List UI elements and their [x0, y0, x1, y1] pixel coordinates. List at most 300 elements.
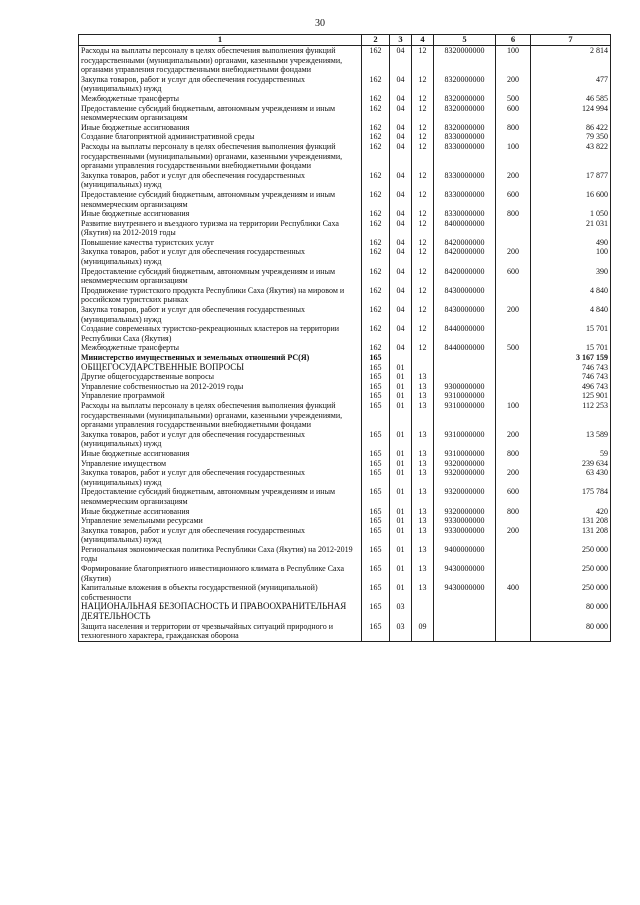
row-section: 04 — [390, 305, 412, 324]
row-expense-type — [496, 391, 531, 401]
table-header-row — [79, 35, 611, 46]
row-ministry-code: 162 — [362, 238, 390, 248]
table-row — [79, 132, 611, 142]
row-subsection — [412, 353, 434, 363]
row-name: Закупка товаров, работ и услуг для обеспечения государственных (муниципальных) нужд — [79, 305, 362, 324]
row-subsection: 12 — [412, 132, 434, 142]
row-name: ОБЩЕГОСУДАРСТВЕННЫЕ ВОПРОСЫ — [79, 363, 362, 373]
row-name: Закупка товаров, работ и услуг для обеспечения государственных (муниципальных) нужд — [79, 468, 362, 487]
row-target-article: 8330000000 — [434, 171, 496, 190]
row-amount: 59 — [531, 449, 611, 459]
row-amount: 420 — [531, 507, 611, 517]
row-name: Предоставление субсидий бюджетным, автономным учреждениям и иным некоммерческим организациям — [79, 190, 362, 209]
header-col-2: 2 — [362, 35, 390, 46]
row-amount: 16 600 — [531, 190, 611, 209]
row-expense-type — [496, 622, 531, 642]
row-subsection: 13 — [412, 583, 434, 602]
table-row — [79, 391, 611, 401]
row-expense-type: 100 — [496, 401, 531, 430]
row-subsection: 13 — [412, 507, 434, 517]
row-section: 01 — [390, 449, 412, 459]
row-expense-type: 200 — [496, 526, 531, 545]
row-amount: 112 253 — [531, 401, 611, 430]
row-target-article: 9320000000 — [434, 468, 496, 487]
row-amount: 250 000 — [531, 545, 611, 564]
row-subsection: 12 — [412, 46, 434, 75]
row-target-article: 9430000000 — [434, 583, 496, 602]
row-target-article — [434, 372, 496, 382]
row-name: Закупка товаров, работ и услуг для обеспечения государственных (муниципальных) нужд — [79, 430, 362, 449]
row-subsection: 09 — [412, 622, 434, 642]
row-expense-type — [496, 372, 531, 382]
row-subsection: 13 — [412, 516, 434, 526]
row-subsection: 12 — [412, 238, 434, 248]
table-row — [79, 382, 611, 392]
row-target-article — [434, 602, 496, 621]
row-section: 04 — [390, 46, 412, 75]
row-subsection: 12 — [412, 123, 434, 133]
row-amount: 175 784 — [531, 487, 611, 506]
row-amount: 15 701 — [531, 343, 611, 353]
row-amount: 3 167 159 — [531, 353, 611, 363]
row-ministry-code: 165 — [362, 564, 390, 583]
row-expense-type — [496, 363, 531, 373]
row-expense-type: 200 — [496, 305, 531, 324]
row-ministry-code: 162 — [362, 305, 390, 324]
table-row — [79, 171, 611, 190]
row-subsection: 13 — [412, 430, 434, 449]
table-row — [79, 459, 611, 469]
row-expense-type — [496, 132, 531, 142]
row-expense-type: 600 — [496, 267, 531, 286]
row-section: 01 — [390, 468, 412, 487]
table-row — [79, 372, 611, 382]
row-target-article: 8320000000 — [434, 46, 496, 75]
row-amount: 80 000 — [531, 622, 611, 642]
row-name: Иные бюджетные ассигнования — [79, 507, 362, 517]
row-expense-type: 200 — [496, 171, 531, 190]
header-col-3: 3 — [390, 35, 412, 46]
row-target-article: 9400000000 — [434, 545, 496, 564]
row-ministry-code: 162 — [362, 324, 390, 343]
row-name: Повышение качества туристских услуг — [79, 238, 362, 248]
row-expense-type — [496, 353, 531, 363]
row-expense-type: 200 — [496, 247, 531, 266]
row-name: Создание современных туристско-рекреационных кластеров на территории Республики Саха (Якутия) — [79, 324, 362, 343]
row-amount: 2 814 — [531, 46, 611, 75]
row-ministry-code: 165 — [362, 382, 390, 392]
row-name: Создание благоприятной административной среды — [79, 132, 362, 142]
row-subsection: 13 — [412, 449, 434, 459]
row-subsection: 12 — [412, 104, 434, 123]
row-expense-type — [496, 219, 531, 238]
row-section: 04 — [390, 209, 412, 219]
row-expense-type — [496, 602, 531, 621]
row-target-article: 9310000000 — [434, 430, 496, 449]
row-amount: 490 — [531, 238, 611, 248]
row-amount: 13 589 — [531, 430, 611, 449]
table-row — [79, 449, 611, 459]
page-number: 30 — [315, 18, 325, 29]
row-amount: 1 050 — [531, 209, 611, 219]
row-ministry-code: 165 — [362, 459, 390, 469]
row-amount: 4 840 — [531, 305, 611, 324]
row-target-article: 9310000000 — [434, 391, 496, 401]
row-ministry-code: 165 — [362, 430, 390, 449]
row-amount: 746 743 — [531, 363, 611, 373]
row-amount: 131 208 — [531, 516, 611, 526]
row-section: 01 — [390, 401, 412, 430]
row-section: 01 — [390, 583, 412, 602]
header-col-5: 5 — [434, 35, 496, 46]
row-subsection: 13 — [412, 545, 434, 564]
row-expense-type: 600 — [496, 190, 531, 209]
row-expense-type: 600 — [496, 104, 531, 123]
row-name: Защита населения и территории от чрезвычайных ситуаций природного и техногенного характера, гражданская оборона — [79, 622, 362, 642]
row-ministry-code: 165 — [362, 622, 390, 642]
row-expense-type: 800 — [496, 507, 531, 517]
row-amount: 17 877 — [531, 171, 611, 190]
row-ministry-code: 165 — [362, 363, 390, 373]
row-ministry-code: 162 — [362, 286, 390, 305]
row-subsection: 12 — [412, 142, 434, 171]
row-target-article: 8320000000 — [434, 75, 496, 94]
row-section: 04 — [390, 142, 412, 171]
row-amount: 46 585 — [531, 94, 611, 104]
table-row — [79, 468, 611, 487]
row-ministry-code: 165 — [362, 507, 390, 517]
row-section: 04 — [390, 219, 412, 238]
row-target-article: 8330000000 — [434, 190, 496, 209]
table-row — [79, 247, 611, 266]
row-target-article: 9310000000 — [434, 449, 496, 459]
row-amount: 100 — [531, 247, 611, 266]
row-subsection: 12 — [412, 94, 434, 104]
row-name: Региональная экономическая политика Республики Саха (Якутия) на 2012-2019 годы — [79, 545, 362, 564]
row-target-article: 8320000000 — [434, 123, 496, 133]
row-subsection: 12 — [412, 305, 434, 324]
budget-table — [78, 34, 611, 642]
table-row — [79, 190, 611, 209]
row-expense-type: 200 — [496, 430, 531, 449]
row-target-article: 8430000000 — [434, 286, 496, 305]
row-expense-type: 500 — [496, 343, 531, 353]
row-name: Формирование благоприятного инвестиционного климата в Республике Саха (Якутия) — [79, 564, 362, 583]
row-subsection: 13 — [412, 526, 434, 545]
row-amount: 131 208 — [531, 526, 611, 545]
row-subsection: 12 — [412, 324, 434, 343]
row-ministry-code: 162 — [362, 219, 390, 238]
row-target-article: 8320000000 — [434, 94, 496, 104]
table-body — [79, 46, 611, 642]
row-section: 01 — [390, 487, 412, 506]
row-subsection — [412, 363, 434, 373]
row-name: Продвижение туристского продукта Республики Саха (Якутия) на мировом и российском туристских рынках — [79, 286, 362, 305]
row-ministry-code: 162 — [362, 171, 390, 190]
row-ministry-code: 162 — [362, 209, 390, 219]
row-target-article: 8420000000 — [434, 267, 496, 286]
row-name: НАЦИОНАЛЬНАЯ БЕЗОПАСНОСТЬ И ПРАВООХРАНИТЕЛЬНАЯ ДЕЯТЕЛЬНОСТЬ — [79, 602, 362, 621]
row-expense-type — [496, 545, 531, 564]
row-amount: 125 901 — [531, 391, 611, 401]
table-row — [79, 286, 611, 305]
row-name: Управление земельными ресурсами — [79, 516, 362, 526]
row-target-article: 8330000000 — [434, 132, 496, 142]
row-expense-type: 200 — [496, 468, 531, 487]
row-name: Закупка товаров, работ и услуг для обеспечения государственных (муниципальных) нужд — [79, 247, 362, 266]
row-ministry-code: 165 — [362, 516, 390, 526]
row-target-article: 8420000000 — [434, 238, 496, 248]
row-target-article: 8440000000 — [434, 343, 496, 353]
row-expense-type: 800 — [496, 123, 531, 133]
row-expense-type: 100 — [496, 142, 531, 171]
row-subsection: 12 — [412, 247, 434, 266]
row-expense-type: 600 — [496, 487, 531, 506]
row-amount: 79 350 — [531, 132, 611, 142]
row-section: 04 — [390, 104, 412, 123]
row-section: 01 — [390, 372, 412, 382]
row-section: 03 — [390, 622, 412, 642]
row-expense-type: 500 — [496, 94, 531, 104]
row-expense-type: 100 — [496, 46, 531, 75]
table-row — [79, 516, 611, 526]
row-amount: 250 000 — [531, 583, 611, 602]
row-name: Министерство имущественных и земельных отношений РС(Я) — [79, 353, 362, 363]
header-col-7: 7 — [531, 35, 611, 46]
row-section: 01 — [390, 507, 412, 517]
row-name: Расходы на выплаты персоналу в целях обеспечения выполнения функций государственными (муниципальными) органами, казенными учреждениями, органами управления государственными внебюджетными фондами — [79, 142, 362, 171]
row-target-article: 9430000000 — [434, 564, 496, 583]
table-row — [79, 401, 611, 430]
table-row — [79, 267, 611, 286]
row-subsection: 12 — [412, 75, 434, 94]
row-section: 04 — [390, 238, 412, 248]
row-name: Межбюджетные трансферты — [79, 94, 362, 104]
table-row — [79, 564, 611, 583]
row-name: Управление имуществом — [79, 459, 362, 469]
table-row — [79, 622, 611, 642]
table-row — [79, 104, 611, 123]
row-ministry-code: 165 — [362, 353, 390, 363]
row-ministry-code: 162 — [362, 132, 390, 142]
table-row — [79, 545, 611, 564]
row-amount: 239 634 — [531, 459, 611, 469]
table-row — [79, 94, 611, 104]
row-target-article — [434, 353, 496, 363]
row-target-article: 8320000000 — [434, 104, 496, 123]
table-row — [79, 324, 611, 343]
row-section: 04 — [390, 267, 412, 286]
row-amount: 21 031 — [531, 219, 611, 238]
row-subsection: 12 — [412, 209, 434, 219]
row-target-article: 9310000000 — [434, 401, 496, 430]
row-amount: 15 701 — [531, 324, 611, 343]
header-col-1: 1 — [79, 35, 362, 46]
table-row — [79, 583, 611, 602]
row-target-article: 9320000000 — [434, 459, 496, 469]
row-expense-type — [496, 459, 531, 469]
row-subsection: 13 — [412, 391, 434, 401]
row-expense-type: 800 — [496, 209, 531, 219]
header-col-4: 4 — [412, 35, 434, 46]
row-name: Расходы на выплаты персоналу в целях обеспечения выполнения функций государственными (муниципальными) органами, казенными учреждениями, органами управления государственными внебюджетными фондами — [79, 46, 362, 75]
row-amount: 250 000 — [531, 564, 611, 583]
row-section: 01 — [390, 459, 412, 469]
table-row — [79, 209, 611, 219]
row-section: 03 — [390, 602, 412, 621]
row-name: Капитальные вложения в объекты государственной (муниципальной) собственности — [79, 583, 362, 602]
row-section: 01 — [390, 430, 412, 449]
row-ministry-code: 165 — [362, 372, 390, 382]
row-name: Другие общегосударственные вопросы — [79, 372, 362, 382]
row-subsection: 12 — [412, 171, 434, 190]
row-expense-type — [496, 382, 531, 392]
row-subsection: 13 — [412, 564, 434, 583]
row-expense-type — [496, 516, 531, 526]
row-section: 04 — [390, 343, 412, 353]
row-expense-type — [496, 238, 531, 248]
row-target-article: 9320000000 — [434, 507, 496, 517]
row-subsection: 12 — [412, 190, 434, 209]
row-expense-type: 800 — [496, 449, 531, 459]
row-section: 04 — [390, 286, 412, 305]
row-amount: 124 994 — [531, 104, 611, 123]
table-row — [79, 507, 611, 517]
row-ministry-code: 162 — [362, 94, 390, 104]
row-ministry-code: 165 — [362, 391, 390, 401]
row-name: Закупка товаров, работ и услуг для обеспечения государственных (муниципальных) нужд — [79, 171, 362, 190]
row-amount: 43 822 — [531, 142, 611, 171]
row-target-article: 8400000000 — [434, 219, 496, 238]
row-expense-type — [496, 564, 531, 583]
row-target-article — [434, 622, 496, 642]
row-name: Предоставление субсидий бюджетным, автономным учреждениям и иным некоммерческим организациям — [79, 104, 362, 123]
table-row — [79, 219, 611, 238]
row-name: Иные бюджетные ассигнования — [79, 209, 362, 219]
table-row — [79, 430, 611, 449]
table-row — [79, 487, 611, 506]
row-target-article: 8330000000 — [434, 209, 496, 219]
row-subsection: 12 — [412, 286, 434, 305]
row-name: Управление программой — [79, 391, 362, 401]
row-name: Иные бюджетные ассигнования — [79, 123, 362, 133]
row-subsection: 12 — [412, 343, 434, 353]
row-ministry-code: 165 — [362, 545, 390, 564]
row-section — [390, 353, 412, 363]
row-subsection: 13 — [412, 382, 434, 392]
row-section: 01 — [390, 526, 412, 545]
row-target-article: 9330000000 — [434, 516, 496, 526]
row-ministry-code: 165 — [362, 583, 390, 602]
row-expense-type — [496, 324, 531, 343]
row-expense-type: 200 — [496, 75, 531, 94]
row-subsection: 13 — [412, 487, 434, 506]
row-target-article: 8430000000 — [434, 305, 496, 324]
row-ministry-code: 162 — [362, 123, 390, 133]
row-ministry-code: 165 — [362, 487, 390, 506]
row-name: Закупка товаров, работ и услуг для обеспечения государственных (муниципальных) нужд — [79, 75, 362, 94]
table-row — [79, 75, 611, 94]
row-section: 01 — [390, 391, 412, 401]
table-row — [79, 526, 611, 545]
row-section: 04 — [390, 324, 412, 343]
row-section: 01 — [390, 363, 412, 373]
row-expense-type: 400 — [496, 583, 531, 602]
row-name: Предоставление субсидий бюджетным, автономным учреждениям и иным некоммерческим организациям — [79, 487, 362, 506]
row-amount: 496 743 — [531, 382, 611, 392]
row-amount: 63 430 — [531, 468, 611, 487]
row-section: 01 — [390, 545, 412, 564]
row-section: 01 — [390, 564, 412, 583]
row-subsection: 13 — [412, 459, 434, 469]
row-ministry-code: 162 — [362, 142, 390, 171]
row-section: 04 — [390, 123, 412, 133]
row-amount: 477 — [531, 75, 611, 94]
row-target-article: 8420000000 — [434, 247, 496, 266]
row-ministry-code: 162 — [362, 267, 390, 286]
row-target-article — [434, 363, 496, 373]
row-section: 04 — [390, 94, 412, 104]
row-ministry-code: 162 — [362, 75, 390, 94]
row-target-article: 9320000000 — [434, 487, 496, 506]
table-row — [79, 123, 611, 133]
row-section: 01 — [390, 516, 412, 526]
row-ministry-code: 162 — [362, 46, 390, 75]
row-subsection: 13 — [412, 372, 434, 382]
row-ministry-code: 162 — [362, 343, 390, 353]
row-ministry-code: 162 — [362, 247, 390, 266]
row-ministry-code: 165 — [362, 449, 390, 459]
row-target-article: 9300000000 — [434, 382, 496, 392]
table-row — [79, 238, 611, 248]
row-section: 01 — [390, 382, 412, 392]
table-row — [79, 142, 611, 171]
row-name: Межбюджетные трансферты — [79, 343, 362, 353]
row-subsection: 12 — [412, 219, 434, 238]
row-name: Иные бюджетные ассигнования — [79, 449, 362, 459]
row-section: 04 — [390, 75, 412, 94]
row-ministry-code: 165 — [362, 401, 390, 430]
row-amount: 746 743 — [531, 372, 611, 382]
row-ministry-code: 165 — [362, 602, 390, 621]
table-row — [79, 363, 611, 373]
row-ministry-code: 165 — [362, 526, 390, 545]
table-row — [79, 305, 611, 324]
row-name: Расходы на выплаты персоналу в целях обеспечения выполнения функций государственными (муниципальными) органами, казенными учреждениями, органами управления государственными внебюджетными фондами — [79, 401, 362, 430]
row-amount: 4 840 — [531, 286, 611, 305]
row-ministry-code: 162 — [362, 104, 390, 123]
row-name: Закупка товаров, работ и услуг для обеспечения государственных (муниципальных) нужд — [79, 526, 362, 545]
row-name: Управление собственностью на 2012-2019 годы — [79, 382, 362, 392]
row-amount: 390 — [531, 267, 611, 286]
row-subsection — [412, 602, 434, 621]
row-name: Развитие внутреннего и въездного туризма на территории Республики Саха (Якутия) на 2012-2019 годы — [79, 219, 362, 238]
row-subsection: 13 — [412, 468, 434, 487]
row-section: 04 — [390, 247, 412, 266]
row-subsection: 12 — [412, 267, 434, 286]
header-col-6: 6 — [496, 35, 531, 46]
row-section: 04 — [390, 171, 412, 190]
row-target-article: 8330000000 — [434, 142, 496, 171]
row-subsection: 13 — [412, 401, 434, 430]
table-row — [79, 343, 611, 353]
row-ministry-code: 165 — [362, 468, 390, 487]
row-name: Предоставление субсидий бюджетным, автономным учреждениям и иным некоммерческим организациям — [79, 267, 362, 286]
row-expense-type — [496, 286, 531, 305]
table-row — [79, 602, 611, 621]
row-amount: 80 000 — [531, 602, 611, 621]
table-row — [79, 46, 611, 75]
